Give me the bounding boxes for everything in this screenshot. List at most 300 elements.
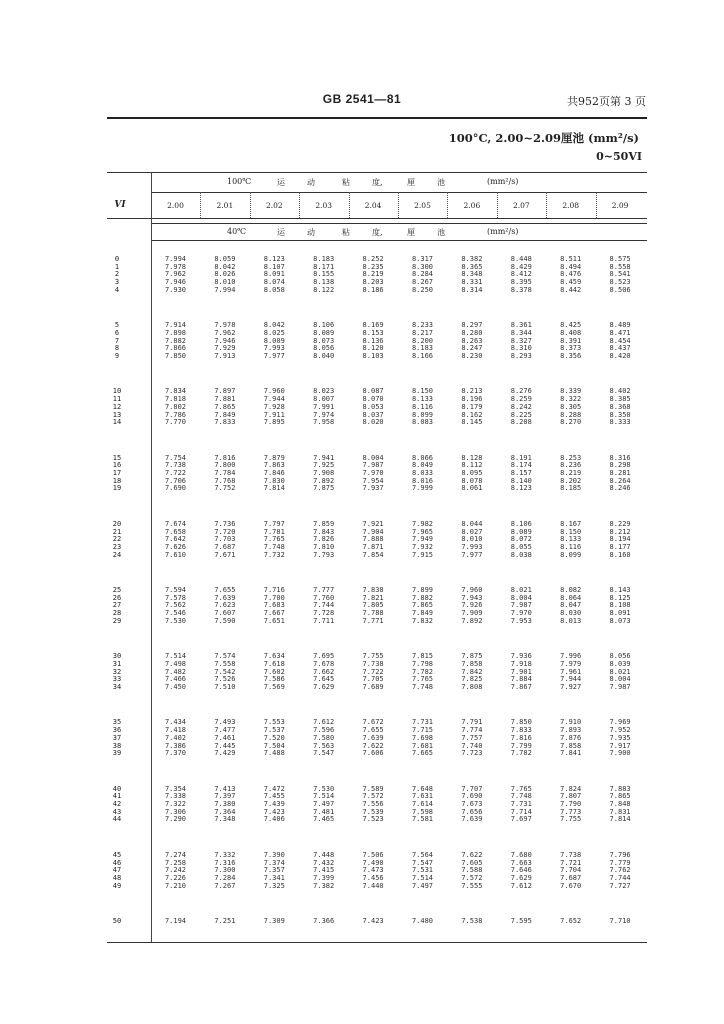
table-cell: 7.210 [164,881,187,890]
table-cell: 8.494 [560,262,582,271]
table-cell: 7.655 [214,586,236,594]
table-cell: 8.448 [510,255,532,263]
table-cell: 7.786 [164,410,187,419]
table-cell: 8.058 [263,285,285,294]
table-cell: 7.429 [214,749,236,758]
table-cell: 7.960 [263,387,285,396]
table-cell: 8.212 [609,527,631,536]
table-cell: 7.882 [164,336,187,345]
table-cell: 7.978 [214,321,236,330]
table-cell: 7.606 [362,749,384,758]
table-caption: 100°C, 2.00~2.09厘池 (mm²/s) [448,131,639,145]
table-cell: 7.622 [362,741,384,750]
table-cell: 7.818 [164,395,187,404]
table-cell: 7.671 [214,550,236,559]
row-vi-label: 31 [112,659,122,668]
table-cell: 8.298 [609,461,631,470]
table-cell: 7.994 [164,255,187,263]
table-cell: 7.760 [313,593,335,602]
table-cell: 7.821 [362,593,384,602]
table-cell: 7.793 [313,550,335,559]
table-cell: 8.026 [214,270,236,279]
table-cell: 7.848 [609,800,631,808]
table-cell: 7.866 [164,344,187,353]
table-cell: 8.106 [313,321,335,330]
table-cell: 8.373 [560,344,582,353]
table-cell: 8.106 [510,519,532,528]
table-cell: 8.506 [609,285,631,294]
table-cell: 7.406 [263,815,285,824]
table-cell: 7.777 [313,586,335,594]
table-cell: 7.670 [560,881,582,890]
table-cell: 8.402 [609,387,631,396]
table-cell: 7.572 [362,792,384,801]
table-cell: 7.482 [164,667,187,676]
table-cell: 7.514 [164,652,187,661]
top-header-word: 池 [437,178,445,187]
table-cell: 8.116 [411,402,434,411]
table-cell: 7.348 [214,815,236,824]
table-cell: 8.225 [510,410,532,419]
table-cell: 7.332 [214,850,236,859]
row-vi-label: 30 [112,652,122,661]
table-cell: 7.909 [461,609,483,618]
table-cell: 8.025 [263,328,285,337]
table-cell: 7.366 [313,917,335,925]
table-cell: 7.935 [609,733,631,742]
table-cell: 7.655 [362,726,384,735]
table-cell: 7.473 [362,866,384,875]
table-cell: 7.514 [411,873,434,882]
table-cell: 7.698 [411,733,434,742]
table-cell: 7.645 [313,675,335,684]
table-cell: 7.918 [510,659,532,668]
row-vi-label: 50 [112,917,122,925]
table-cell: 8.061 [461,484,483,493]
table-cell: 7.782 [411,667,434,676]
table-cell: 7.590 [214,616,236,625]
table-cell: 7.595 [510,917,532,925]
table-cell: 8.056 [609,652,631,661]
table-cell: 8.331 [461,278,483,287]
table-cell: 8.004 [362,453,384,462]
table-cell: 8.095 [461,469,483,477]
table-cell: 8.236 [560,461,582,470]
table-cell: 8.361 [510,321,532,330]
table-cell: 8.169 [362,321,384,330]
table-cell: 7.987 [510,601,532,610]
table-cell: 7.510 [214,683,236,691]
table-cell: 7.875 [461,652,483,661]
table-cell: 7.928 [263,402,285,411]
column-divider [497,192,498,218]
table-cell: 7.300 [214,866,236,875]
table-cell: 8.489 [609,321,631,330]
table-cell: 8.191 [510,453,532,462]
table-cell: 7.901 [510,667,532,676]
table-cell: 7.306 [164,807,187,816]
table-cell: 7.771 [362,616,384,625]
row-vi-label: 3 [114,278,120,287]
table-cell: 8.459 [560,278,582,287]
table-cell: 7.834 [164,387,187,396]
table-cell: 7.623 [214,601,236,610]
table-cell: 8.066 [411,453,434,462]
table-cell: 8.074 [263,278,285,287]
table-cell: 7.711 [313,616,335,625]
table-cell: 8.038 [510,550,532,559]
top-header-word: 100℃ [227,177,252,186]
table-cell: 8.186 [362,285,384,294]
table-cell: 7.642 [164,535,187,544]
table-cell: 7.770 [164,418,187,427]
table-cell: 7.618 [263,659,285,668]
table-cell: 7.226 [164,873,187,882]
table-cell: 7.757 [461,733,483,742]
table-cell: 7.930 [164,285,187,294]
row-vi-label: 45 [112,850,122,859]
table-cell: 7.530 [313,784,335,793]
top-header-word: 厘 [407,178,415,187]
table-cell: 7.456 [362,873,384,882]
table-cell: 8.108 [609,601,631,610]
table-cell: 8.171 [313,262,335,271]
table-cell: 7.748 [263,542,285,551]
table-divider [151,172,152,942]
table-cell: 8.322 [560,395,582,404]
table-cell: 7.322 [164,800,187,808]
table-cell: 8.442 [560,285,582,294]
column-header: 2.04 [364,201,382,210]
table-cell: 8.064 [560,593,582,602]
column-header: 2.09 [611,201,629,210]
table-cell: 7.690 [164,484,187,493]
table-cell: 7.858 [560,741,582,750]
table-cell: 7.944 [263,395,285,404]
table-cell: 7.932 [411,542,434,551]
table-cell: 7.658 [164,527,187,536]
table-cell: 7.799 [510,741,532,750]
bottom-header-word: 运 [277,228,285,237]
bottom-header-word: 动 [307,228,315,237]
column-divider [200,192,201,218]
table-cell: 7.354 [164,784,187,793]
table-cell: 7.899 [411,586,434,594]
table-cell: 8.145 [461,418,483,427]
table-cell: 7.678 [313,659,335,668]
row-vi-label: 10 [112,387,122,396]
table-cell: 7.569 [263,683,285,691]
table-rule [107,218,647,219]
row-vi-label: 33 [112,675,122,684]
table-cell: 7.506 [362,850,384,859]
table-cell: 7.646 [510,866,532,875]
table-cell: 8.339 [560,387,582,396]
column-divider [299,192,300,218]
table-cell: 8.281 [609,469,631,477]
top-header-word: 度, [372,178,383,187]
table-cell: 7.341 [263,873,285,882]
table-cell: 7.588 [461,866,483,875]
table-cell: 7.913 [214,352,236,360]
table-cell: 7.796 [609,850,631,859]
table-cell: 8.293 [510,352,532,360]
table-cell: 7.987 [362,461,384,470]
table-cell: 7.672 [362,718,384,727]
table-cell: 7.564 [411,850,434,859]
table-cell: 7.949 [411,535,434,544]
table-cell: 8.040 [313,352,335,360]
table-cell: 7.710 [609,917,631,925]
table-cell: 7.338 [164,792,187,801]
table-cell: 8.179 [461,402,483,411]
table-cell: 7.944 [560,675,582,684]
table-cell: 7.841 [560,749,582,758]
table-cell: 7.461 [214,733,236,742]
table-cell: 7.977 [461,550,483,559]
table-cell: 7.875 [313,484,335,493]
table-cell: 8.242 [510,402,532,411]
table-cell: 7.854 [362,550,384,559]
table-cell: 8.153 [362,328,384,337]
table-cell: 7.605 [461,858,483,867]
table-cell: 7.631 [411,792,434,801]
row-vi-label: 37 [112,733,122,742]
table-cell: 8.136 [362,336,384,345]
table-cell: 7.961 [560,667,582,676]
column-divider [349,192,350,218]
table-cell: 8.157 [510,469,532,477]
table-cell: 8.183 [313,255,335,263]
table-cell: 8.310 [510,344,532,353]
table-cell: 7.194 [164,917,187,925]
table-cell: 7.700 [263,593,285,602]
table-cell: 7.612 [510,881,532,890]
table-cell: 8.174 [510,461,532,470]
table-cell: 7.908 [313,469,335,477]
table-cell: 7.721 [560,858,582,867]
table-cell: 8.575 [609,255,631,263]
table-cell: 7.242 [164,866,187,875]
table-cell: 7.865 [609,792,631,801]
table-cell: 7.258 [164,858,187,867]
table-cell: 7.316 [214,858,236,867]
table-cell: 7.589 [362,784,384,793]
table-cell: 8.021 [609,667,631,676]
column-divider [250,192,251,218]
table-cell: 7.754 [164,453,187,462]
table-cell: 8.070 [362,395,384,404]
table-cell: 7.914 [164,321,187,330]
table-cell: 7.697 [510,815,532,824]
table-cell: 7.399 [313,873,335,882]
table-cell: 7.952 [609,726,631,735]
table-cell: 7.833 [510,726,532,735]
table-cell: 8.300 [411,262,434,271]
row-vi-label: 13 [112,410,122,419]
table-cell: 7.594 [164,586,187,594]
table-cell: 8.219 [362,270,384,279]
table-cell: 7.859 [313,519,335,528]
table-cell: 7.629 [313,683,335,691]
row-vi-label: 16 [112,461,122,470]
table-cell: 7.765 [263,535,285,544]
table-cell: 7.768 [214,476,236,485]
table-cell: 7.826 [313,535,335,544]
table-cell: 8.276 [510,387,532,396]
table-cell: 7.755 [560,815,582,824]
table-cell: 7.888 [362,535,384,544]
table-cell: 7.915 [411,550,434,559]
row-vi-label: 21 [112,527,122,536]
table-cell: 8.558 [609,262,631,271]
row-vi-label: 8 [114,344,120,353]
bottom-header-word: 厘 [407,228,415,237]
table-cell: 8.412 [510,270,532,279]
table-cell: 7.850 [164,352,187,360]
table-cell: 8.194 [609,535,631,544]
table-cell: 7.784 [214,469,236,477]
table-cell: 7.728 [313,609,335,618]
table-cell: 8.004 [510,593,532,602]
table-cell: 8.049 [411,461,434,470]
table-cell: 8.166 [411,352,434,360]
table-cell: 7.662 [313,667,335,676]
table-cell: 7.830 [263,476,285,485]
table-cell: 8.009 [263,336,285,345]
table-cell: 7.251 [214,917,236,925]
table-cell: 7.309 [263,917,285,925]
table-cell: 8.091 [609,609,631,618]
table-cell: 7.673 [461,800,483,808]
table-cell: 7.727 [609,881,631,890]
column-divider [447,192,448,218]
table-cell: 7.450 [164,683,187,691]
top-header-word: 粘 [342,178,350,187]
table-cell: 7.490 [362,858,384,867]
table-cell: 7.850 [510,718,532,727]
table-cell: 7.683 [263,601,285,610]
table-cell: 7.690 [461,792,483,801]
table-cell: 7.960 [461,586,483,594]
table-cell: 7.740 [461,741,483,750]
table-cell: 7.958 [313,418,335,427]
table-cell: 7.714 [510,807,532,816]
table-cell: 7.542 [214,667,236,676]
table-cell: 7.705 [362,675,384,684]
top-header-word: (mm²/s) [487,177,519,186]
table-cell: 7.556 [362,800,384,808]
row-vi-label: 42 [112,800,122,808]
table-cell: 7.970 [510,609,532,618]
table-cell: 7.531 [411,866,434,875]
table-cell: 7.386 [164,741,187,750]
row-vi-label: 14 [112,418,122,427]
table-cell: 7.397 [214,792,236,801]
table-cell: 7.732 [263,550,285,559]
table-cell: 8.437 [609,344,631,353]
table-cell: 8.368 [609,402,631,411]
table-cell: 7.974 [313,410,335,419]
table-cell: 8.267 [411,278,434,287]
row-vi-label: 36 [112,726,122,735]
table-cell: 7.553 [263,718,285,727]
row-vi-label: 35 [112,718,122,727]
table-cell: 8.365 [461,262,483,271]
table-cell: 7.993 [461,542,483,551]
table-cell: 7.472 [263,784,285,793]
table-cell: 7.578 [164,593,187,602]
table-cell: 8.233 [411,321,434,330]
table-cell: 8.089 [313,328,335,337]
table-cell: 7.832 [411,616,434,625]
table-cell: 7.892 [313,476,335,485]
table-cell: 8.229 [609,519,631,528]
table-cell: 7.807 [560,792,582,801]
table-cell: 7.996 [560,652,582,661]
table-cell: 7.704 [560,866,582,875]
table-cell: 7.674 [164,519,187,528]
table-cell: 8.177 [609,542,631,551]
table-cell: 8.217 [411,328,434,337]
table-cell: 7.722 [164,469,187,477]
table-cell: 7.946 [164,278,187,287]
row-vi-label: 24 [112,550,122,559]
row-vi-label: 9 [114,352,120,360]
row-vi-label: 4 [114,285,120,294]
row-vi-label: 0 [114,255,120,263]
bottom-header-word: 40℃ [227,227,247,236]
page-number: 共952页第 3 页 [567,95,646,108]
table-cell: 8.476 [560,270,582,279]
table-cell: 7.612 [313,718,335,727]
table-cell: 7.622 [461,850,483,859]
table-cell: 7.937 [362,484,384,493]
table-cell: 7.858 [461,659,483,668]
table-cell: 8.056 [313,344,335,353]
table-cell: 8.356 [560,352,582,360]
table-cell: 8.264 [609,476,631,485]
table-cell: 7.413 [214,784,236,793]
table-cell: 8.316 [609,453,631,462]
table-cell: 7.267 [214,881,236,890]
table-cell: 7.722 [362,667,384,676]
table-cell: 7.953 [510,616,532,625]
table-cell: 7.707 [461,784,483,793]
table-cell: 7.814 [609,815,631,824]
table-cell: 7.736 [214,519,236,528]
table-cell: 7.900 [609,749,631,758]
table-cell: 7.987 [609,683,631,691]
table-cell: 7.448 [313,850,335,859]
row-vi-label: 22 [112,535,122,544]
top-header-word: 动 [307,178,315,187]
table-cell: 7.881 [214,395,236,404]
table-cell: 7.480 [411,917,434,925]
table-cell: 7.921 [362,519,384,528]
table-cell: 7.357 [263,866,285,875]
table-cell: 8.007 [313,395,335,404]
table-cell: 7.842 [461,667,483,676]
row-vi-label: 15 [112,453,122,462]
table-rule [151,192,647,193]
table-cell: 7.744 [609,873,631,882]
table-cell: 7.744 [313,601,335,610]
table-cell: 7.865 [214,402,236,411]
table-cell: 8.162 [461,410,483,419]
table-cell: 8.344 [510,328,532,337]
row-vi-label: 46 [112,858,122,867]
